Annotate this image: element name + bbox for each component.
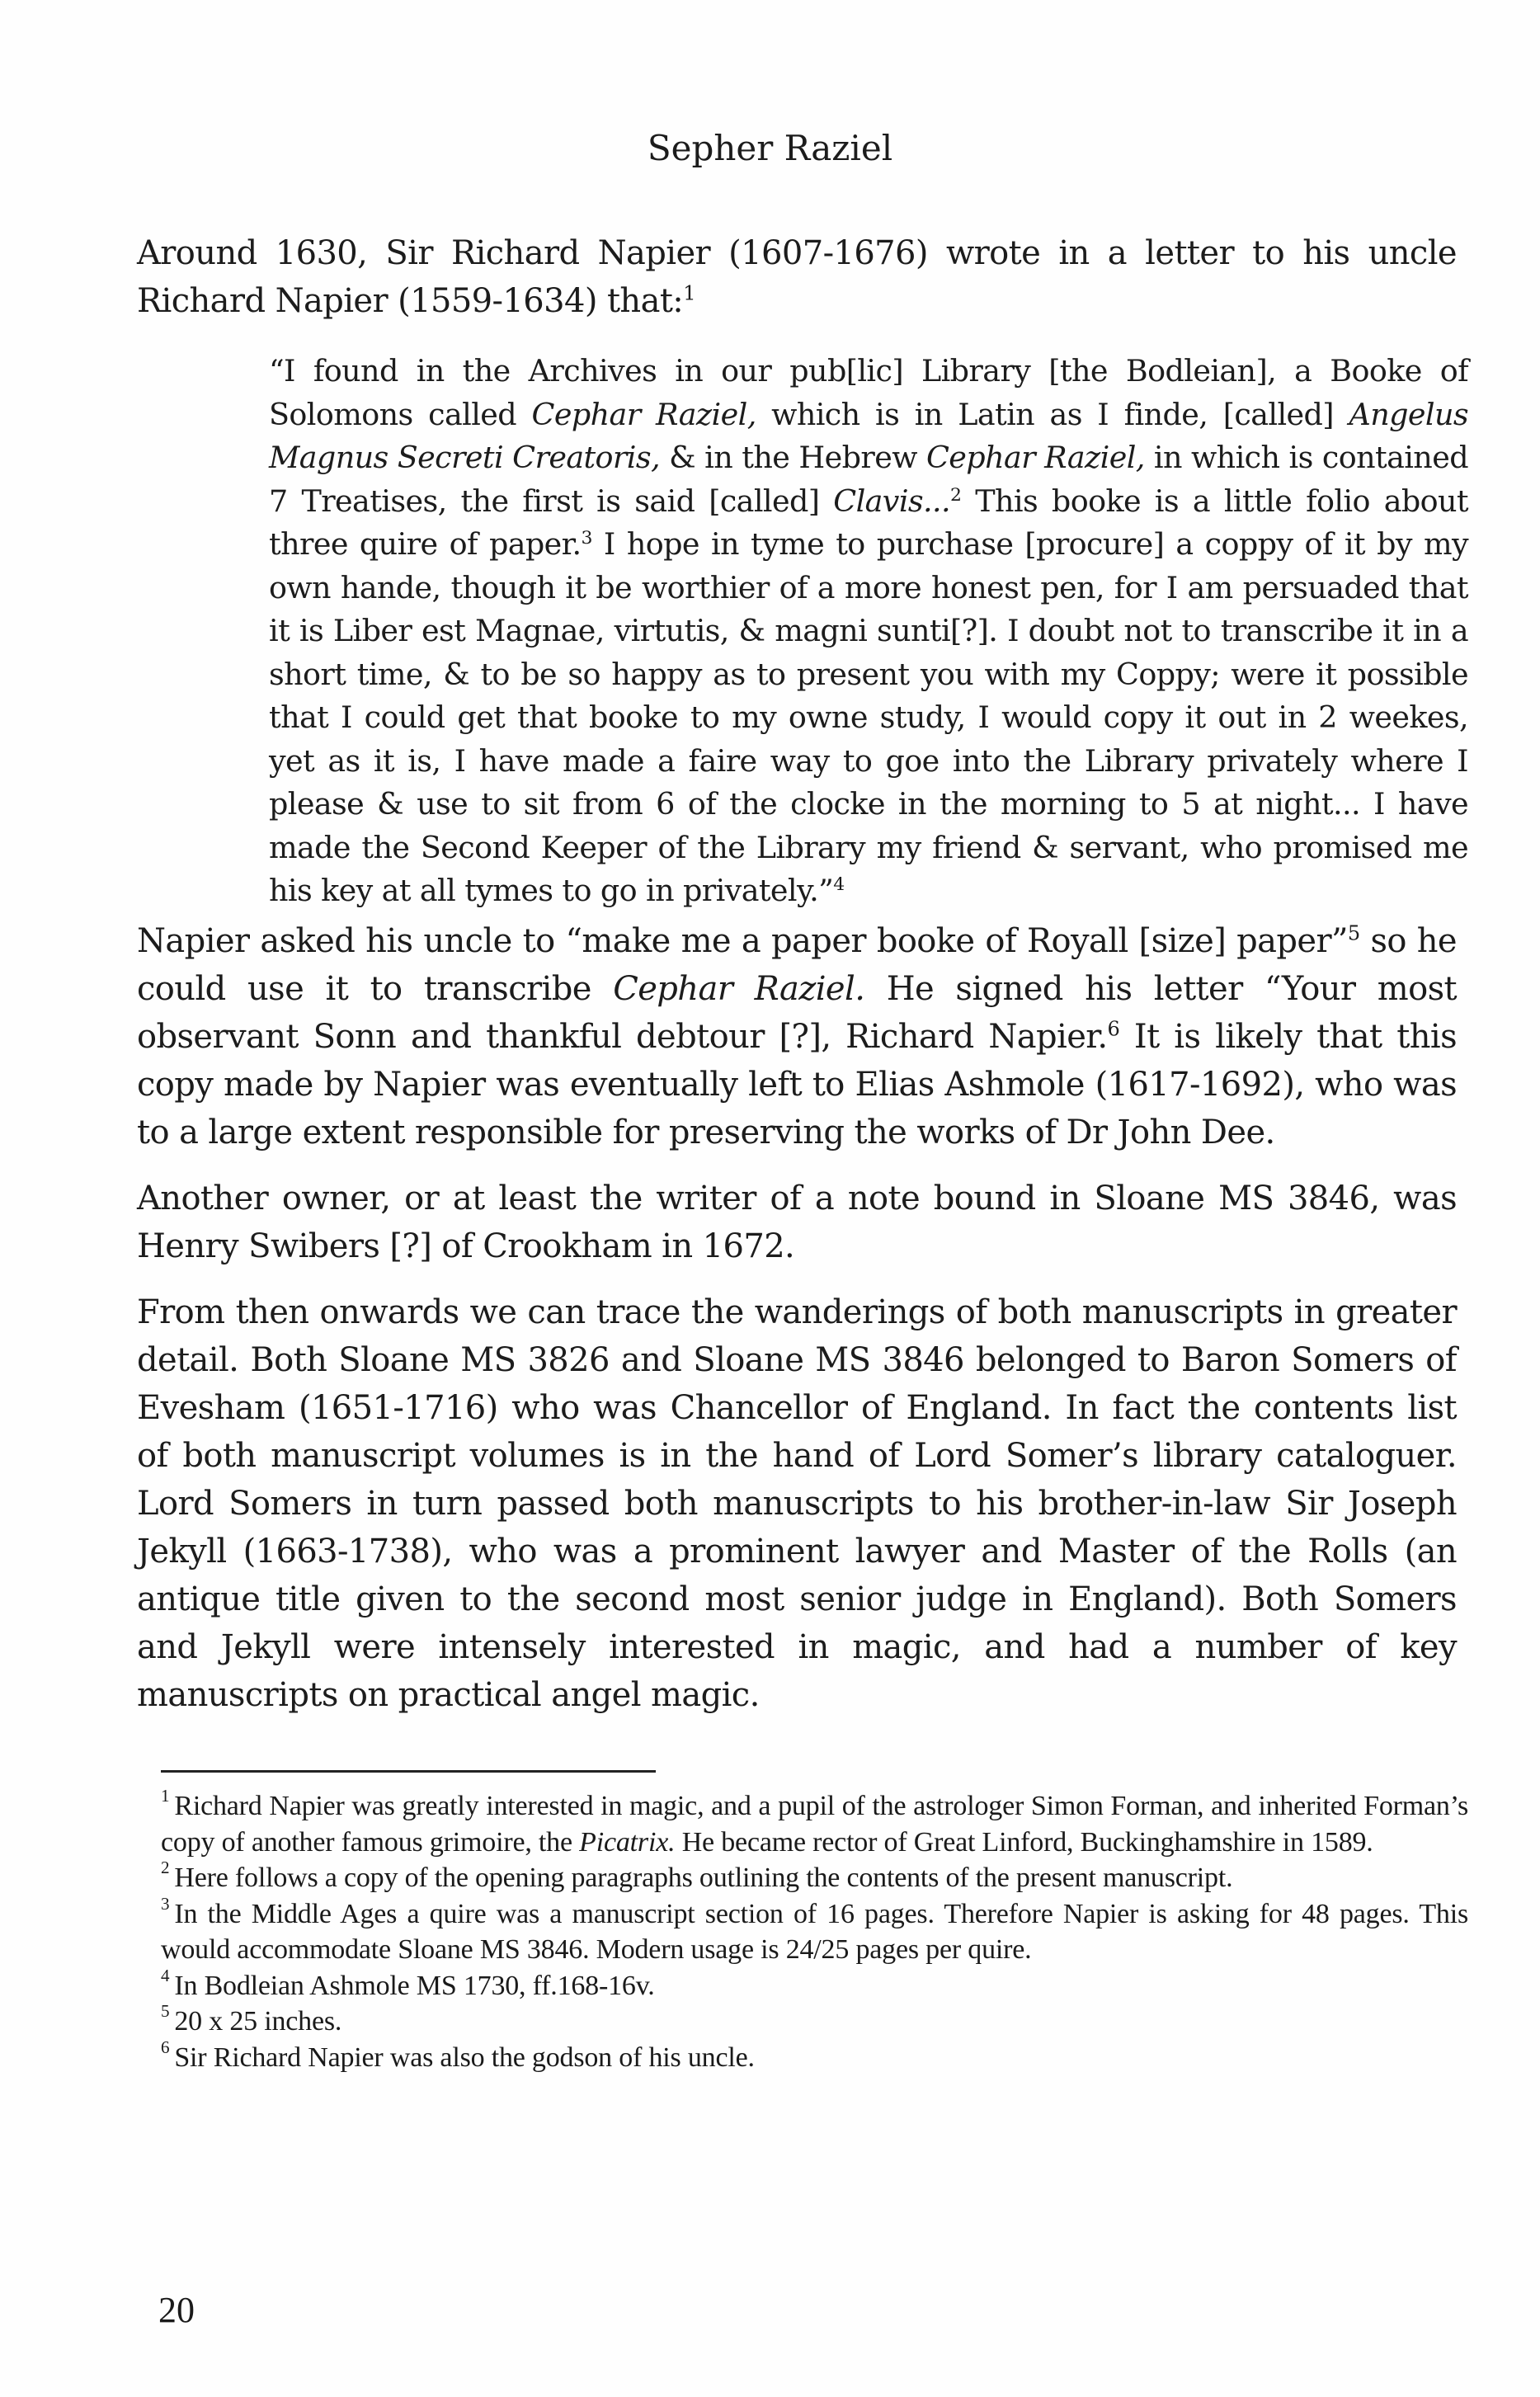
- footnote-ref-4[interactable]: 4: [833, 874, 845, 895]
- quote-text: “I found in the Archives in our pub[lic] Library [the Bodleian], a Booke of Solomons called: [269, 353, 1468, 432]
- footnote-ref-1[interactable]: 1: [683, 281, 695, 305]
- quote-text: This booke is a little folio about three quire of paper.: [269, 483, 1468, 562]
- footnotes-section: [161, 1788, 1468, 2075]
- footnote-number: 2: [161, 1858, 170, 1878]
- footnote-number: 5: [161, 2001, 170, 2022]
- footnote-text: Sir Richard Napier was also the godson of his uncle.: [174, 2041, 755, 2073]
- paragraph-napier-transcription: [137, 917, 1457, 1156]
- quote-italic-title: Cephar Raziel,: [531, 396, 756, 432]
- footnote-italic-title: Picatrix.: [579, 1826, 676, 1858]
- footnote-1: [161, 1788, 1468, 1860]
- footnote-ref-3[interactable]: 3: [581, 527, 592, 549]
- quote-italic-title: Clavis...: [833, 483, 951, 519]
- footnote-text: He became rector of Great Linford, Buckinghamshire in 1589.: [675, 1826, 1373, 1858]
- quote-italic-title: Angelus Magnus Secreti Creatoris,: [269, 396, 1468, 475]
- footnote-number: 4: [161, 1965, 170, 1985]
- paragraph-text: Another owner, or at least the writer of a note bound in Sloane MS 3846, was Henry Swibers [?] of Crookham in 1672.: [137, 1180, 1457, 1265]
- footnote-3: [161, 1893, 1468, 1968]
- paragraph-text: Napier asked his uncle to “make me a paper booke of Royall [size] paper”: [137, 922, 1348, 960]
- footnote-number: 1: [161, 1786, 170, 1806]
- paragraph-text: He signed his letter “Your most observant Sonn and thankful debtour [?], Richard Napier.: [137, 970, 1458, 1056]
- paragraph-text: From then onwards we can trace the wanderings of both manuscripts in greater detail. Both Sloane MS 3826 and Sloane MS 3846 belonged to Baron Somers of Evesham (1651-1716) who was Chancellor of England. In fact the contents list of both manuscript volumes is in the hand of Lord Somer’s library cataloguer. Lord Somers in turn passed both manuscripts to his brother-in-law Sir Joseph Jekyll (1663-1738), who was a prominent lawyer and Master of the Rolls (an antique title given to the second most senior judge in England). Both Somers and Jekyll were intensely interested in magic, and had a number of key manuscripts on practical angel magic.: [137, 1293, 1457, 1714]
- paragraph-intro: [137, 229, 1457, 325]
- footnote-text: 20 x 25 inches.: [174, 2006, 342, 2037]
- quote-italic-title: Cephar Raziel,: [925, 440, 1145, 475]
- quote-text: in which is contained 7 Treatises, the first is said [called]: [269, 440, 1468, 519]
- running-head: Sepher Raziel: [647, 128, 893, 168]
- paragraph-another-owner: [137, 1175, 1457, 1270]
- footnote-4: [161, 1965, 1468, 2004]
- page-number: 20: [158, 2290, 195, 2330]
- footnote-2: [161, 1860, 1468, 1896]
- paragraph-wanderings: [137, 1288, 1457, 1719]
- footnote-number: 6: [161, 2037, 170, 2057]
- footnote-ref-6[interactable]: 6: [1107, 1017, 1120, 1041]
- paragraph-text: so he could use it to transcribe: [137, 922, 1458, 1008]
- intro-text: Around 1630, Sir Richard Napier (1607-1676) wrote in a letter to his uncle Richard Napier (1559-1634) that:: [137, 234, 1457, 320]
- footnote-text: Here follows a copy of the opening paragraphs outlining the contents of the present manuscript.: [174, 1863, 1233, 1893]
- footnote-6: [161, 2037, 1468, 2076]
- quote-text: I hope in tyme to purchase [procure] a coppy of it by my own hande, though it be worthier of a more honest pen, for I am persuaded that it is Liber est Magnae, virtutis, & magni sunti[?]. I doubt not to transcribe it in a short time, & to be so happy as to present you with my Coppy; were it possible that I could get that booke to my owne study, I would copy it out in 2 weekes, yet as it is, I have made a faire way to goe into the Library privately where I please & use to sit from 6 of the clocke in the morning to 5 at night... I have made the Second Keeper of the Library my friend & servant, who promised me his key at all tymes to go in privately.”: [269, 526, 1468, 908]
- footnote-text: Richard Napier was greatly interested in magic, and a pupil of the astrologer Simon Forman, and inherited Forman’s copy of another famous grimoire, the: [161, 1791, 1468, 1858]
- quote-text: which is in Latin as I finde, [called]: [756, 396, 1349, 432]
- footnote-text: In Bodleian Ashmole MS 1730, ff.168-16v.: [174, 1970, 655, 2001]
- block-quote-letter: [269, 350, 1468, 913]
- footnote-text: In the Middle Ages a quire was a manuscript section of 16 pages. Therefore Napier is asking for 48 pages. This would accommodate Sloane MS 3846. Modern usage is 24/25 pages per quire.: [161, 1898, 1468, 1965]
- italic-title: Cephar Raziel.: [613, 970, 865, 1008]
- paragraph-text: It is likely that this copy made by Napier was eventually left to Elias Ashmole (1617-1692), who was to a large extent responsible for preserving the works of Dr John Dee.: [137, 1018, 1457, 1151]
- footnote-ref-2[interactable]: 2: [950, 484, 962, 506]
- footnote-number: 3: [161, 1893, 170, 1914]
- footnote-5: [161, 2001, 1468, 2040]
- footnote-ref-5[interactable]: 5: [1347, 921, 1360, 945]
- footnote-separator: [161, 1770, 656, 1773]
- quote-text: & in the Hebrew: [659, 440, 926, 475]
